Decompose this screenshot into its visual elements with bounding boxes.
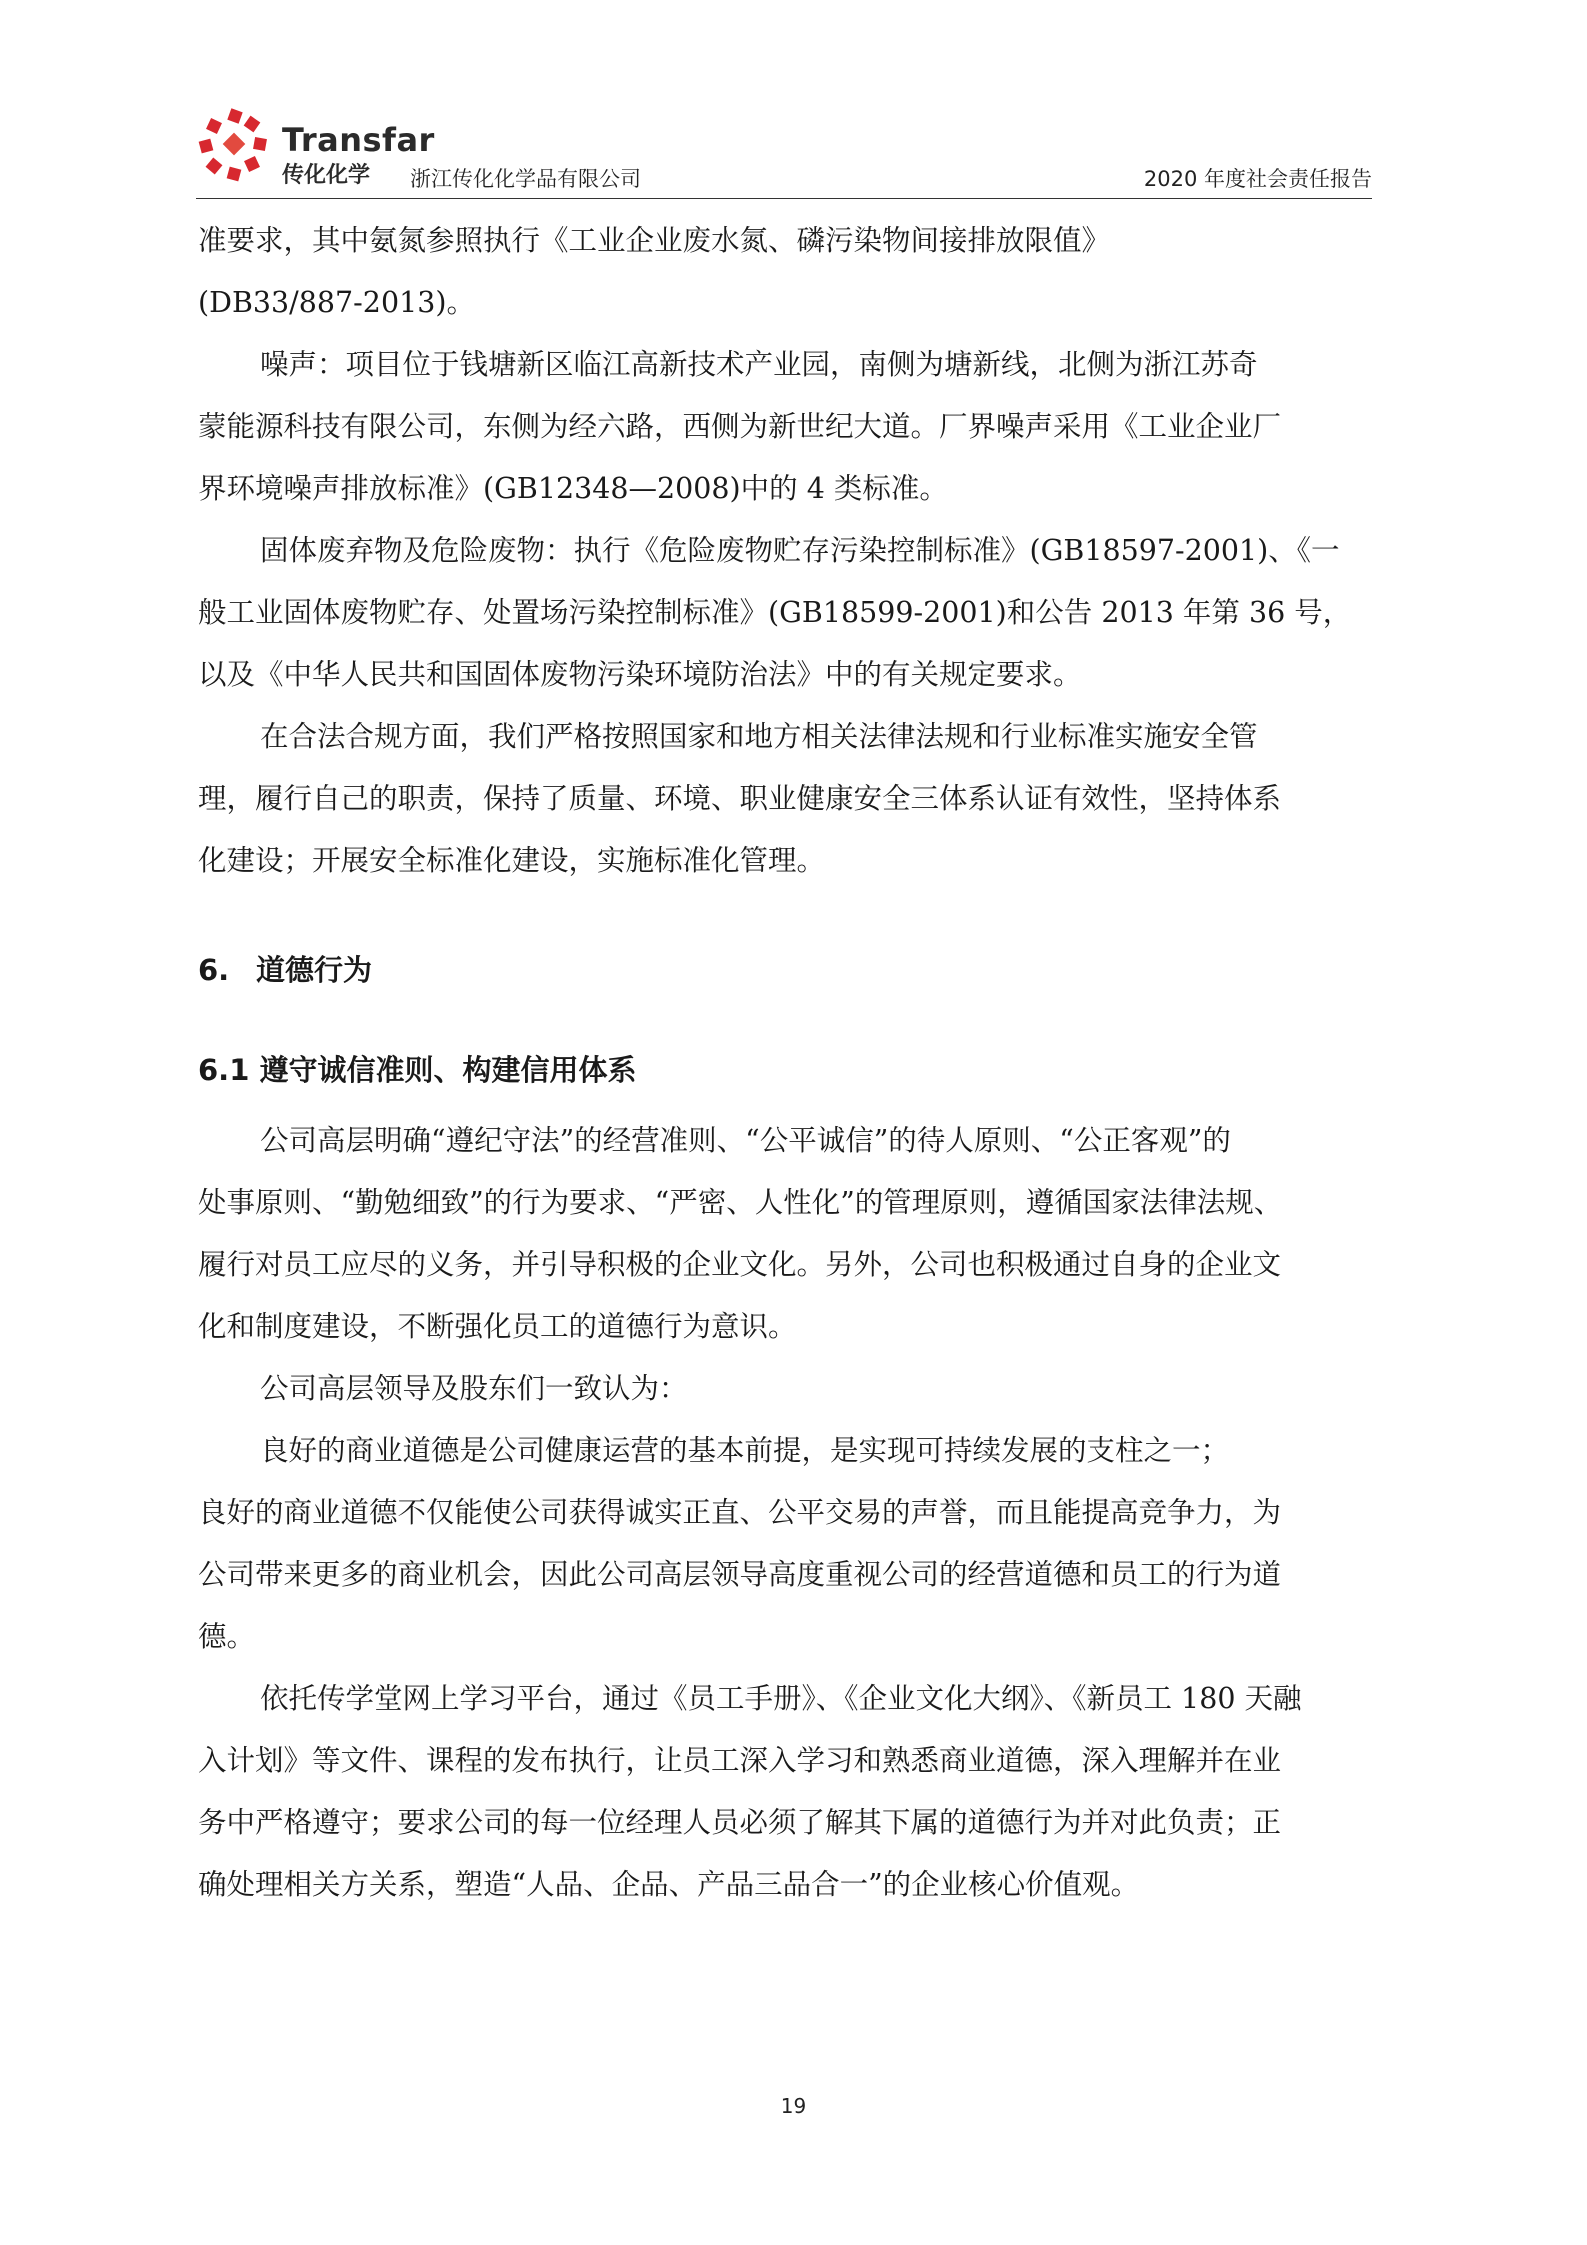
text-line: 德。: [198, 1620, 256, 1653]
text-line: 准要求，其中氨氮参照执行《工业企业废水氮、磷污染物间接排放限值》: [198, 224, 1111, 257]
text-line: 依托传学堂网上学习平台，通过《员工手册》、《企业文化大纲》、《新员工 180 天融: [260, 1682, 1302, 1715]
text-line: (DB33/887-2013)。: [198, 286, 475, 319]
section-heading: [198, 950, 372, 990]
text-line: 公司带来更多的商业机会，因此公司高层领导高度重视公司的经营道德和员工的行为道: [198, 1558, 1282, 1591]
brand-name-en: Transfar: [282, 121, 435, 159]
text-line: 公司高层领导及股东们一致认为：: [260, 1372, 688, 1405]
text-line: 履行对员工应尽的义务，并引导积极的企业文化。另外，公司也积极通过自身的企业文: [198, 1248, 1282, 1281]
text-line: 化建设；开展安全标准化建设，实施标准化管理。: [198, 844, 826, 877]
body-text-block-1: [198, 210, 1398, 892]
subsection-heading: 6.1 遵守诚信准则、构建信用体系: [198, 1053, 637, 1087]
text-line: 界环境噪声排放标准》(GB12348—2008)中的 4 类标准。: [198, 472, 948, 505]
text-line: 良好的商业道德是公司健康运营的基本前提，是实现可持续发展的支柱之一；: [260, 1434, 1230, 1467]
text-line: 在合法合规方面，我们严格按照国家和地方相关法律法规和行业标准实施安全管: [260, 720, 1258, 753]
page-header: [196, 108, 1372, 202]
page-number: 19: [780, 2094, 807, 2118]
company-name: 浙江传化化学品有限公司: [410, 167, 641, 191]
text-line: 确处理相关方关系，塑造“人品、企品、产品三品合一”的企业核心价值观。: [198, 1868, 1140, 1901]
section-number: 6.: [198, 953, 230, 987]
header-divider: [196, 198, 1372, 199]
text-line: 蒙能源科技有限公司，东侧为经六路，西侧为新世纪大道。厂界噪声采用《工业企业厂: [198, 410, 1282, 443]
text-line: 务中严格遵守；要求公司的每一位经理人员必须了解其下属的道德行为并对此负责；正: [198, 1806, 1282, 1839]
text-line: 处事原则、“勤勉细致”的行为要求、“严密、人性化”的管理原则，遵循国家法律法规、: [198, 1186, 1283, 1219]
text-line: 固体废弃物及危险废物：执行《危险废物贮存污染控制标准》(GB18597-2001)、《一: [260, 534, 1340, 567]
body-text-block-2: [198, 1110, 1398, 1916]
text-line: 噪声：项目位于钱塘新区临江高新技术产业园，南侧为塘新线，北侧为浙江苏奇: [260, 348, 1258, 381]
section-title: 道德行为: [256, 953, 373, 987]
text-line: 化和制度建设，不断强化员工的道德行为意识。: [198, 1310, 797, 1343]
text-line: 理，履行自己的职责，保持了质量、环境、职业健康安全三体系认证有效性，坚持体系: [198, 782, 1282, 815]
text-line: 入计划》等文件、课程的发布执行，让员工深入学习和熟悉商业道德，深入理解并在业: [198, 1744, 1282, 1777]
brand-name-cn: 传化化学: [282, 163, 371, 188]
report-title: 2020 年度社会责任报告: [1143, 167, 1372, 191]
text-line: 良好的商业道德不仅能使公司获得诚实正直、公平交易的声誉，而且能提高竞争力，为: [198, 1496, 1282, 1529]
text-line: 以及《中华人民共和国固体废物污染环境防治法》中的有关规定要求。: [198, 658, 1082, 691]
transfar-logo-icon: [196, 108, 274, 186]
text-line: 公司高层明确“遵纪守法”的经营准则、“公平诚信”的待人原则、“公正客观”的: [260, 1124, 1231, 1157]
text-line: 般工业固体废物贮存、处置场污染控制标准》(GB18599-2001)和公告 2013 年第 36 号，: [198, 596, 1352, 629]
